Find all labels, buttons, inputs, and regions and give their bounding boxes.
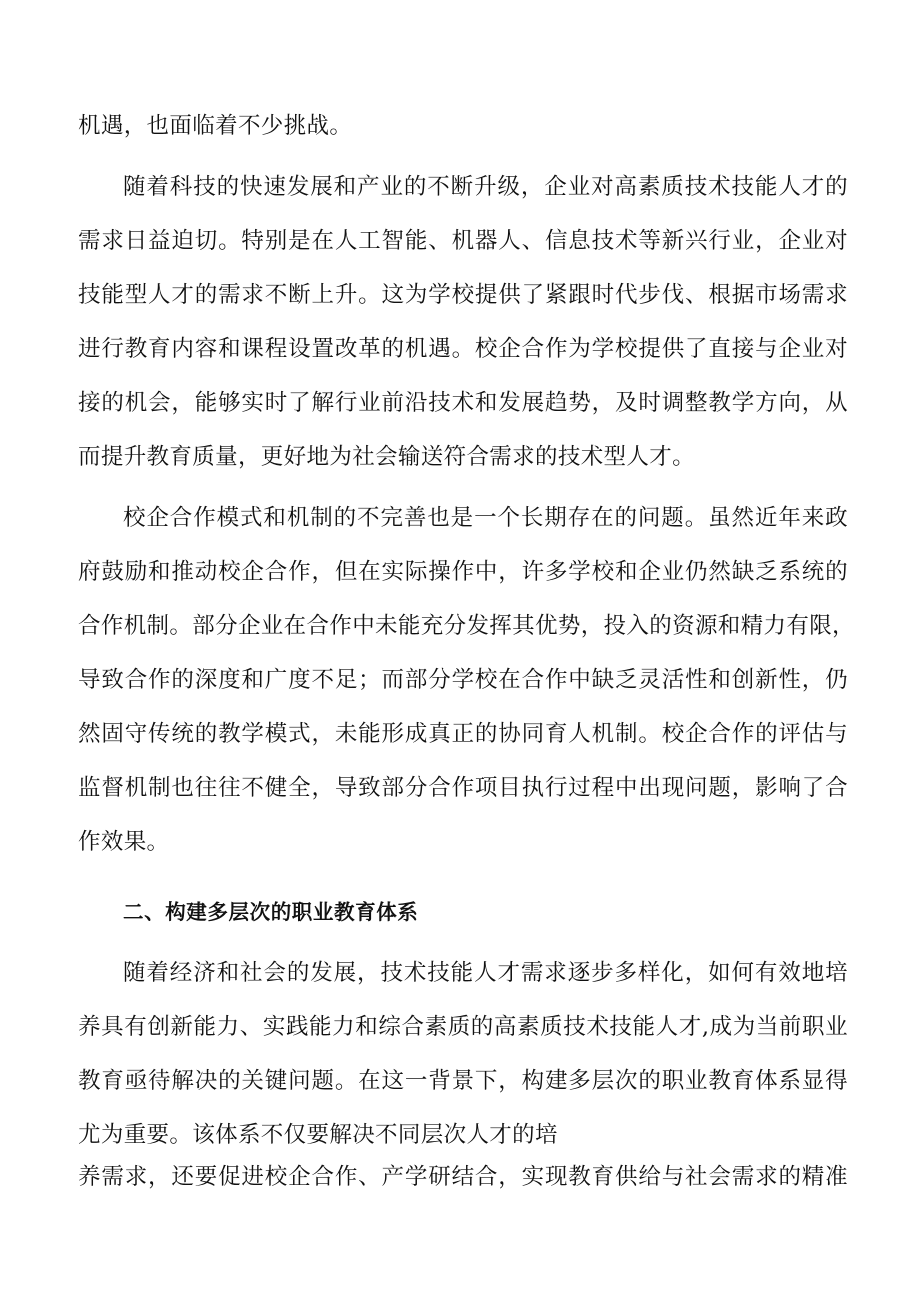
text-line: 府鼓励和推动校企合作，但在实际操作中，许多学校和企业仍然缺乏系统的 bbox=[78, 559, 848, 585]
text-line: 接的机会，能够实时了解行业前沿技术和发展趋势，及时调整教学方向，从 bbox=[78, 390, 848, 416]
text-line: 机遇，也面临着不少挑战。 bbox=[78, 113, 353, 139]
text-line: 导致合作的深度和广度不足；而部分学校在合作中缺乏灵活性和创新性，仍 bbox=[78, 667, 848, 693]
text-line: 合作机制。部分企业在合作中未能充分发挥其优势，投入的资源和精力有限， bbox=[78, 613, 855, 639]
text-line: 校企合作模式和机制的不完善也是一个长期存在的问题。虽然近年来政 bbox=[123, 505, 848, 531]
text-line: 教育亟待解决的关键问题。在这一背景下，构建多层次的职业教育体系显得 bbox=[78, 1068, 848, 1094]
text-line: 作效果。 bbox=[78, 829, 170, 855]
section-heading: 二、构建多层次的职业教育体系 bbox=[123, 900, 419, 924]
text-line: 而提升教育质量，更好地为社会输送符合需求的技术型人才。 bbox=[78, 444, 695, 470]
text-line: 养具有创新能力、实践能力和综合素质的高素质技术技能人才,成为当前职业 bbox=[78, 1014, 848, 1040]
text-line: 然固守传统的教学模式，未能形成真正的协同育人机制。校企合作的评估与 bbox=[78, 721, 848, 747]
text-line: 随着科技的快速发展和产业的不断升级，企业对高素质技术技能人才的 bbox=[123, 174, 848, 200]
text-line: 技能型人才的需求不断上升。这为学校提供了紧跟时代步伐、根据市场需求 bbox=[78, 282, 848, 308]
text-line: 尤为重要。该体系不仅要解决不同层次人才的培 bbox=[78, 1122, 558, 1148]
text-line: 进行教育内容和课程设置改革的机遇。校企合作为学校提供了直接与企业对 bbox=[78, 336, 848, 362]
text-line: 监督机制也往往不健全，导致部分合作项目执行过程中出现问题，影响了合 bbox=[78, 775, 848, 801]
text-line: 需求日益迫切。特别是在人工智能、机器人、信息技术等新兴行业，企业对 bbox=[78, 228, 848, 254]
text-line: 养需求，还要促进校企合作、产学研结合，实现教育供给与社会需求的精准 bbox=[78, 1164, 848, 1190]
text-line: 随着经济和社会的发展，技术技能人才需求逐步多样化，如何有效地培 bbox=[123, 960, 848, 986]
